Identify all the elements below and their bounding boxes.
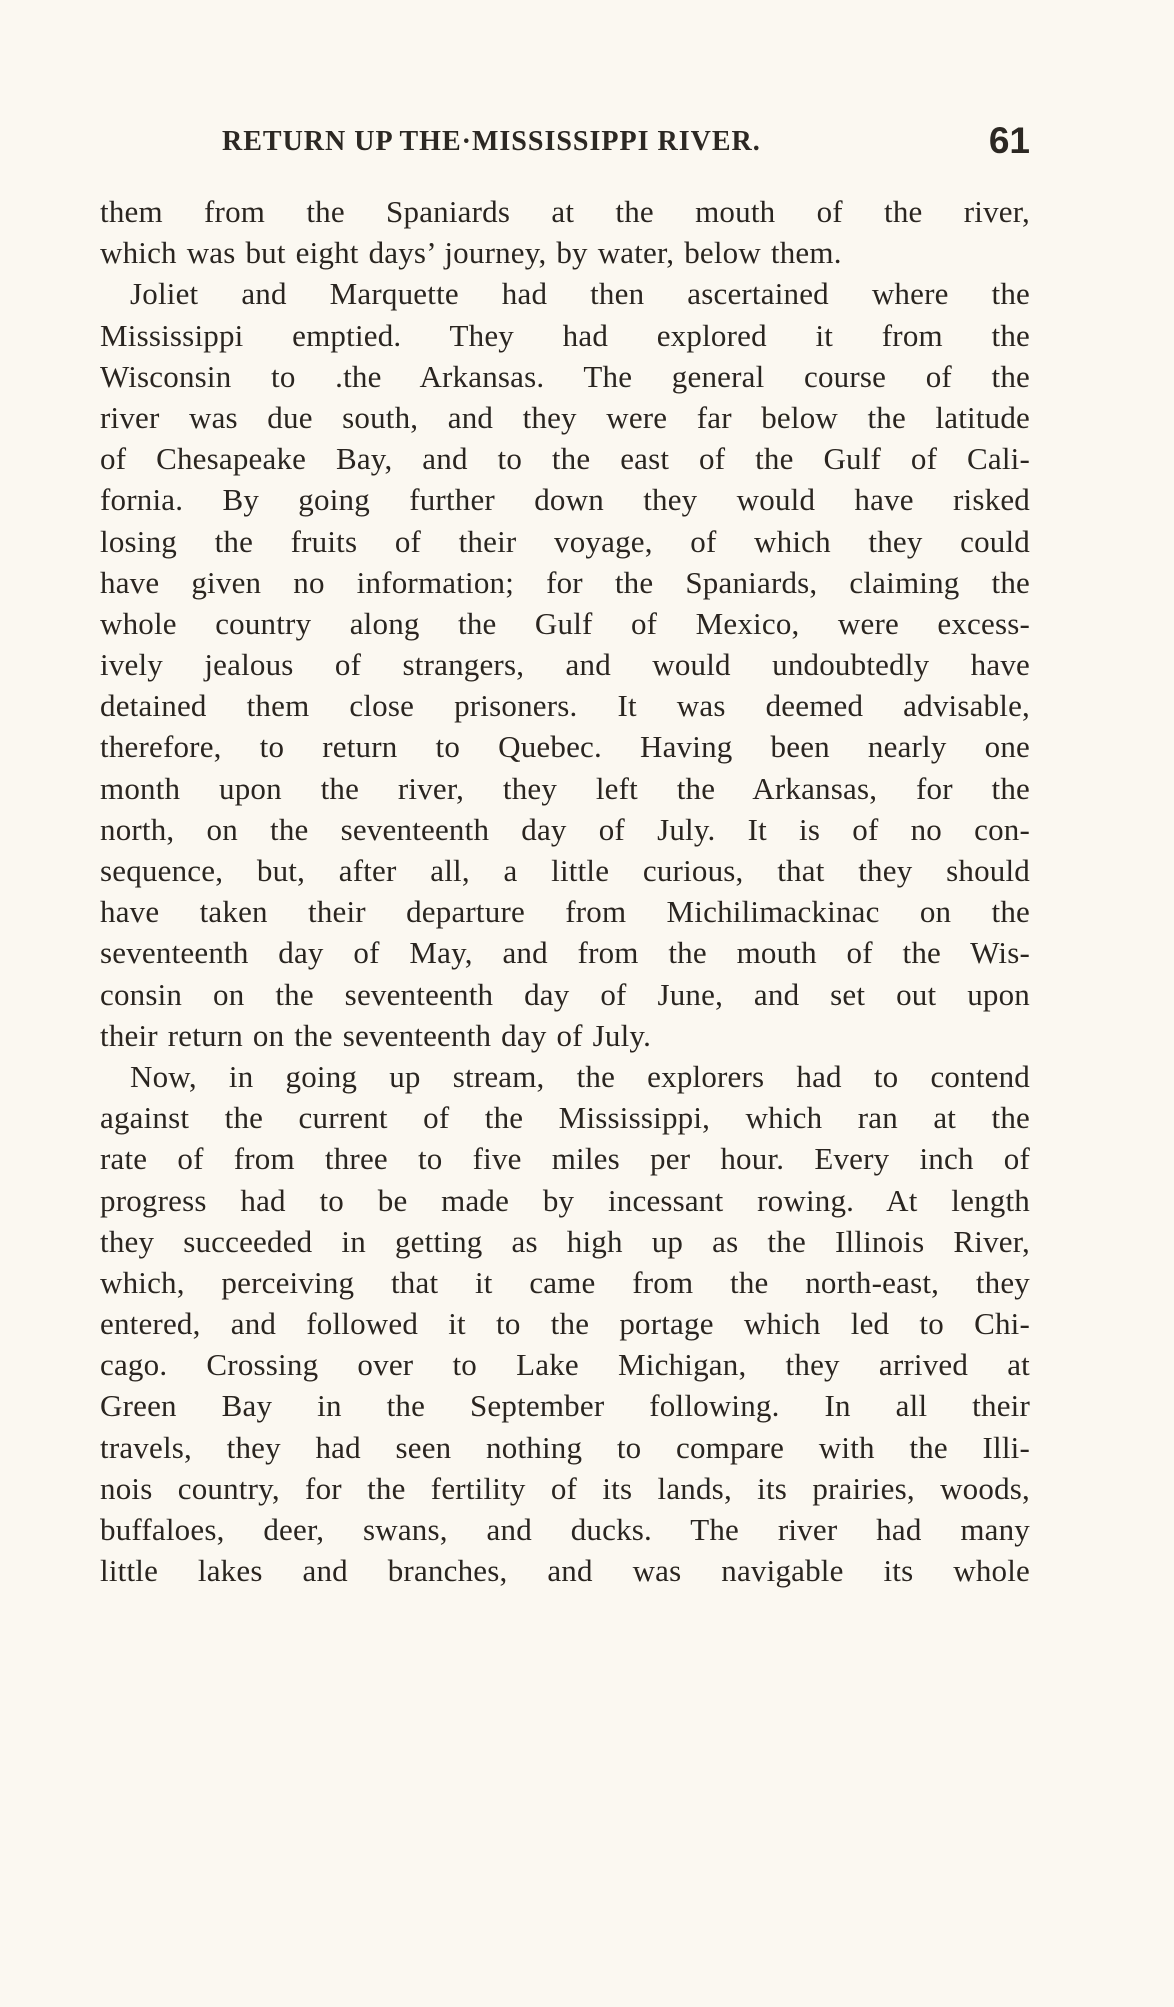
- text-line: nois country, for the fertility of its lands, its prairies, woods,: [100, 1470, 1030, 1506]
- page-number: 61: [988, 120, 1030, 161]
- text-line: losing the fruits of their voyage, of which they could: [100, 523, 1030, 559]
- paragraph: [100, 1056, 1030, 1591]
- text-line: Now, in going up stream, the explorers had to contend: [130, 1058, 1030, 1094]
- paragraph: [100, 191, 1030, 273]
- text-line: of Chesapeake Bay, and to the east of the Gulf of Cali-: [100, 441, 1030, 477]
- text-line: travels, they had seen nothing to compare with the Illi-: [100, 1429, 1030, 1465]
- text-line: sequence, but, after all, a little curious, that they should: [100, 853, 1030, 888]
- text-line: Green Bay in the September following. In all their: [100, 1388, 1030, 1424]
- text-line: whole country along the Gulf of Mexico, were excess-: [100, 605, 1030, 641]
- text-line: ively jealous of strangers, and would undoubtedly have: [100, 647, 1030, 683]
- text-line: have taken their departure from Michilimackinac on the: [100, 894, 1030, 930]
- text-line: Wisconsin to .the Arkansas. The general course of the: [100, 358, 1030, 394]
- running-head: [100, 120, 1030, 170]
- text-line: month upon the river, they left the Arkansas, for the: [100, 770, 1030, 806]
- text-line: which was but eight days’ journey, by water, below them.: [100, 235, 842, 271]
- text-line: north, on the seventeenth day of July. It is of no con-: [100, 811, 1030, 847]
- text-line: fornia. By going further down they would have risked: [100, 482, 1030, 518]
- text-line: detained them close prisoners. It was deemed advisable,: [100, 688, 1030, 724]
- text-line: their return on the seventeenth day of July.: [100, 1017, 652, 1053]
- text-line: entered, and followed it to the portage which led to Chi-: [100, 1306, 1030, 1342]
- text-line: river was due south, and they were far below the latitude: [100, 399, 1030, 435]
- text-line: therefore, to return to Quebec. Having been nearly one: [100, 729, 1030, 765]
- text-line: buffaloes, deer, swans, and ducks. The river had many: [100, 1512, 1030, 1547]
- text-line: them from the Spaniards at the mouth of the river,: [100, 194, 1030, 229]
- running-title: RETURN UP THE·MISSISSIPPI RIVER.: [222, 126, 761, 157]
- paragraph: [100, 273, 1030, 1056]
- body-text: [100, 191, 1030, 1591]
- text-line: seventeenth day of May, and from the mouth of the Wis-: [100, 935, 1030, 971]
- text-line: rate of from three to five miles per hour. Every inch of: [100, 1141, 1030, 1177]
- text-line: progress had to be made by incessant rowing. At length: [100, 1182, 1030, 1218]
- text-line: consin on the seventeenth day of June, and set out upon: [100, 976, 1030, 1012]
- text-line: have given no information; for the Spaniards, claiming the: [100, 564, 1030, 600]
- text-line: against the current of the Mississippi, which ran at the: [100, 1100, 1030, 1136]
- text-line: cago. Crossing over to Lake Michigan, they arrived at: [100, 1347, 1030, 1383]
- text-line: little lakes and branches, and was navigable its whole: [100, 1553, 1030, 1589]
- text-line: Mississippi emptied. They had explored it from the: [100, 317, 1030, 353]
- text-line: Joliet and Marquette had then ascertained where the: [130, 276, 1030, 312]
- text-line: which, perceiving that it came from the north-east, they: [100, 1264, 1030, 1300]
- text-line: they succeeded in getting as high up as the Illinois River,: [100, 1223, 1030, 1259]
